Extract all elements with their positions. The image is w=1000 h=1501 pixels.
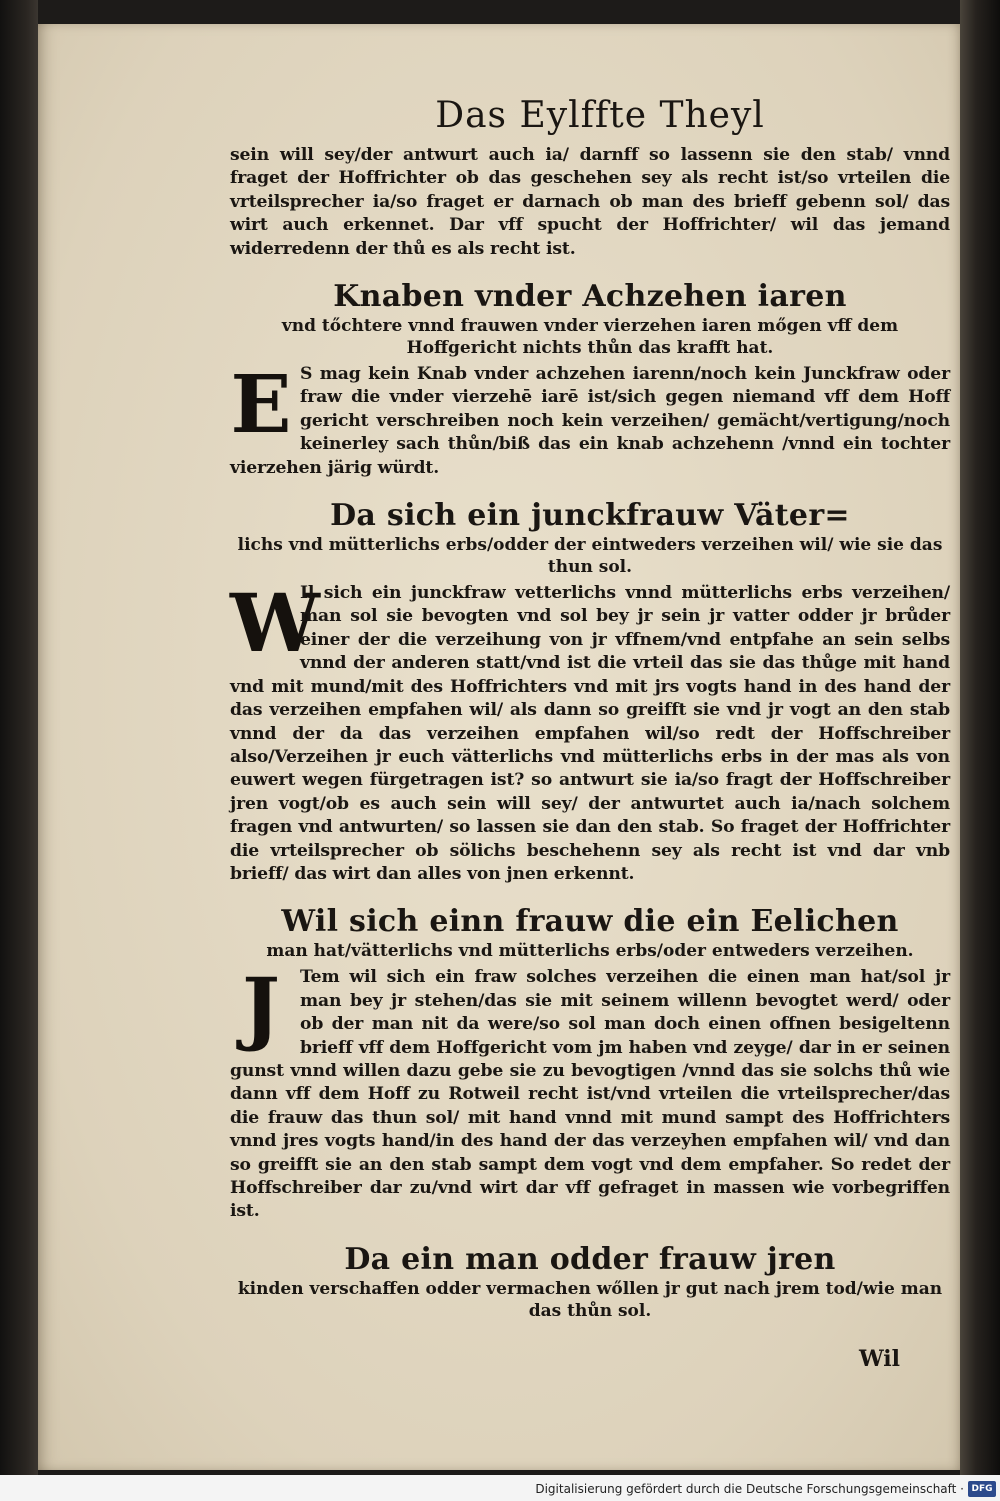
section-heading-2 — [230, 498, 950, 578]
footer-bar — [0, 1475, 1000, 1501]
section-subtitle: man hat/vätterlichs vnd mütterlichs erbs/oder entweders verzeihen. — [266, 941, 914, 962]
section-body-3 — [230, 960, 950, 1223]
section-body-2 — [230, 576, 950, 886]
section-text: Il sich ein junckfraw vetterlichs vnnd mütterlichs erbs verzeihen/ man sol sie bevogten vnd sol bey jr sein jr vatter odder jr brůder einer der die verzeihung von jr vffnem/vnd entpfahe an sein selbs vnnd der anderen statt/vnd ist die vrteil das sie das thůge mit hand vnd mit mund/mit des Hoffrichters vnd mit jrs vogts hand in des hand der das verzeihen empfahen wil/ als dann so greifft sie vnd jr vogt an den stab vnnd der da das verzeihen empfahen wil/so redt der Hoffschreiber also/Verzeihen jr euch vätterlichs vnd mütterlichs erbs in der mas als von euwert wegen fürgetragen ist? so antwurt sie ia/so fragt der Hoffschreiber jren vogt/ob es auch sein will sey/ der antwurtet auch ia/nach solchem fragen vnd antwurten/ so lassen sie dan den stab. So fraget der Hoffrichter die vrteilsprecher ob sölichs beschehenn sey als recht ist vnd dar vnb brieff/ das wirt dan alles von jnen erkennt. — [230, 583, 950, 884]
section-title: Da ein man odder frauw jren — [344, 1241, 836, 1277]
section-heading-3 — [230, 904, 950, 962]
section-subtitle: lichs vnd mütterlichs erbs/odder der eintweders verzeihen wil/ wie sie das thun sol. — [237, 535, 943, 578]
running-head: Das Eylffte Theyl — [435, 95, 765, 136]
section-subtitle: vnd tőchtere vnnd frauwen vnder vierzehen iaren mőgen vff dem Hoffgericht nichts thůn das krafft hat. — [281, 316, 899, 359]
catchword: Wil — [858, 1346, 900, 1372]
section-title: Knaben vnder Achzehen iaren — [333, 279, 847, 315]
scan-edge-left — [0, 0, 38, 1475]
book-page — [38, 24, 960, 1470]
section-body-1 — [230, 357, 950, 480]
scan-edge-right — [960, 0, 1000, 1475]
section-subtitle: kinden verschaffen odder vermachen wőllen jr gut nach jrem tod/wie man das thůn sol. — [237, 1278, 943, 1321]
intro-paragraph: sein will sey/der antwurt auch ia/ darnff so lassenn sie den stab/ vnnd fraget der Hoffrichter ob das geschehen sey als recht ist/so vrteilen die vrteilsprecher ia/so fraget er darnach ob man des brieff gebenn sol/ das wirt auch erkennet. Dar vff spucht der Hoffrichter/ wil das jemand widerredenn der thů es als recht ist. — [230, 145, 950, 259]
section-title: Wil sich einn frauw die ein Eelichen — [281, 904, 899, 940]
section-text: Tem wil sich ein fraw solches verzeihen die einen man hat/sol jr man bey jr stehen/das sie mit seinem willenn bevogtet werd/ oder ob der man nit da were/so sol man doch einen offnen besigeltenn brieff vff dem Hoffgericht vom jm haben vnd zeyge/ dar in er seinen gunst vnnd willen dazu gebe sie zu bevogtigen /vnnd das sie solchs thů wie dann vff dem Hoff zu Rotweil recht ist/vnd vrteilen die vrteilsprecher/das die frauw das thun sol/ mit hand vnnd mit mund sampt des Hoffrichters vnnd jres vogts hand/in des hand der das verzeyhen empfahen wil/ vnd dan so greifft sie an den stab sampt dem vogt vnd dem empfaher. So redet der Hoffschreiber dar zu/vnd wirt dar vff gefraget in massen wie vorbegriffen ist. — [230, 967, 950, 1222]
decorated-initial: W — [230, 576, 320, 671]
page-text — [230, 94, 950, 1322]
decorated-initial: J — [242, 960, 280, 1055]
decorated-initial: E — [230, 357, 292, 452]
dfg-logo-icon: DFG — [968, 1481, 996, 1497]
section-heading-1 — [230, 279, 950, 359]
section-title: Da sich ein junckfrauw Väter= — [330, 498, 850, 534]
section-heading-4 — [230, 1242, 950, 1322]
section-text: S mag kein Knab vnder achzehen iarenn/noch kein Junckfraw oder fraw die vnder vierzehē iarē ist/sich gegen niemand vff dem Hoff gericht verschreiben noch kein verzeihen/ gemächt/vertigung/noch keinerley sach thůn/biß das ein knab achzehenn /vnnd ein tochter vierzehen järig würdt. — [230, 364, 950, 478]
funding-notice: Digitalisierung gefördert durch die Deutsche Forschungsgemeinschaft · — [535, 1482, 964, 1496]
